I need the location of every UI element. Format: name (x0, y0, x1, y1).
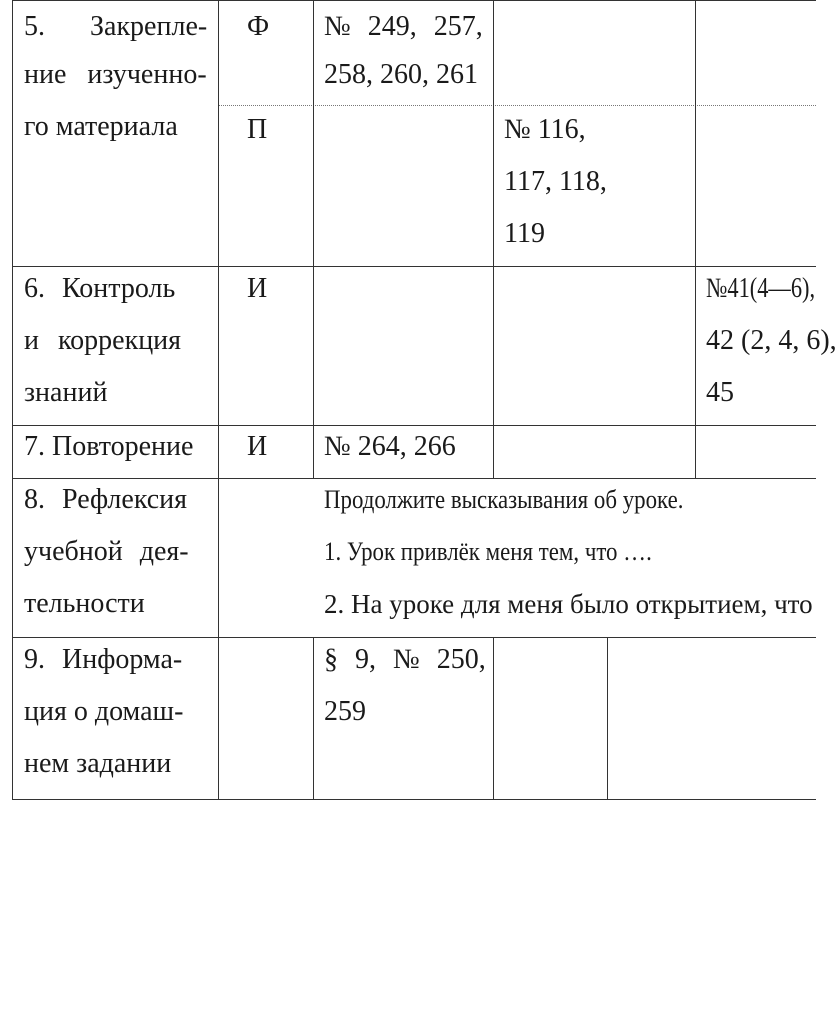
task-text: 259 (324, 696, 366, 727)
column-divider (607, 637, 608, 800)
stage-label: и коррекция (24, 325, 182, 356)
reflection-prompt: Продолжите высказывания об уроке. (324, 485, 684, 514)
task-text: № 249, 257, (324, 11, 483, 42)
task-text: № 116, (504, 114, 586, 145)
stage-label: знаний (24, 377, 108, 408)
column-divider (695, 0, 696, 478)
column-divider (313, 637, 314, 800)
stage-label: учебной дея- (24, 536, 189, 567)
table-left-border (12, 0, 13, 800)
work-form: Ф (247, 11, 270, 42)
stage-label: 8. Рефлексия (24, 484, 188, 515)
column-divider (493, 637, 494, 800)
task-text: 42 (2, 4, 6), (706, 325, 837, 356)
task-text: § 9, № 250, (324, 644, 486, 675)
stage-label: 6. Контроль (24, 273, 176, 304)
stage-label: ние изученно- (24, 59, 207, 90)
task-text: 119 (504, 218, 545, 249)
stage-label: нем задании (24, 748, 172, 779)
reflection-item: 1. Урок привлёк меня тем, что …. (324, 537, 652, 566)
column-divider (218, 0, 219, 800)
task-text: № 264, 266 (324, 431, 456, 462)
task-text: №41(4—6), (706, 273, 816, 304)
stage-label: 9. Информа- (24, 644, 183, 675)
work-form: П (247, 114, 268, 145)
task-text: 45 (706, 377, 734, 408)
stage-label: ция о домаш- (24, 696, 184, 727)
column-divider (493, 0, 494, 478)
stage-label: Закрепле- (90, 11, 208, 42)
stage-label: тельности (24, 588, 145, 619)
stage-number: 5. (24, 11, 45, 42)
stage-label: 7. Повторение (24, 431, 194, 462)
column-divider (313, 0, 314, 478)
task-text: 117, 118, (504, 166, 607, 197)
reflection-item: 2. На уроке для меня было открытием, что (324, 589, 813, 619)
work-form: И (247, 273, 268, 304)
stage-label: го материала (24, 111, 178, 142)
work-form: И (247, 431, 268, 462)
task-text: 258, 260, 261 (324, 59, 478, 90)
table-bottom-border (12, 799, 816, 800)
